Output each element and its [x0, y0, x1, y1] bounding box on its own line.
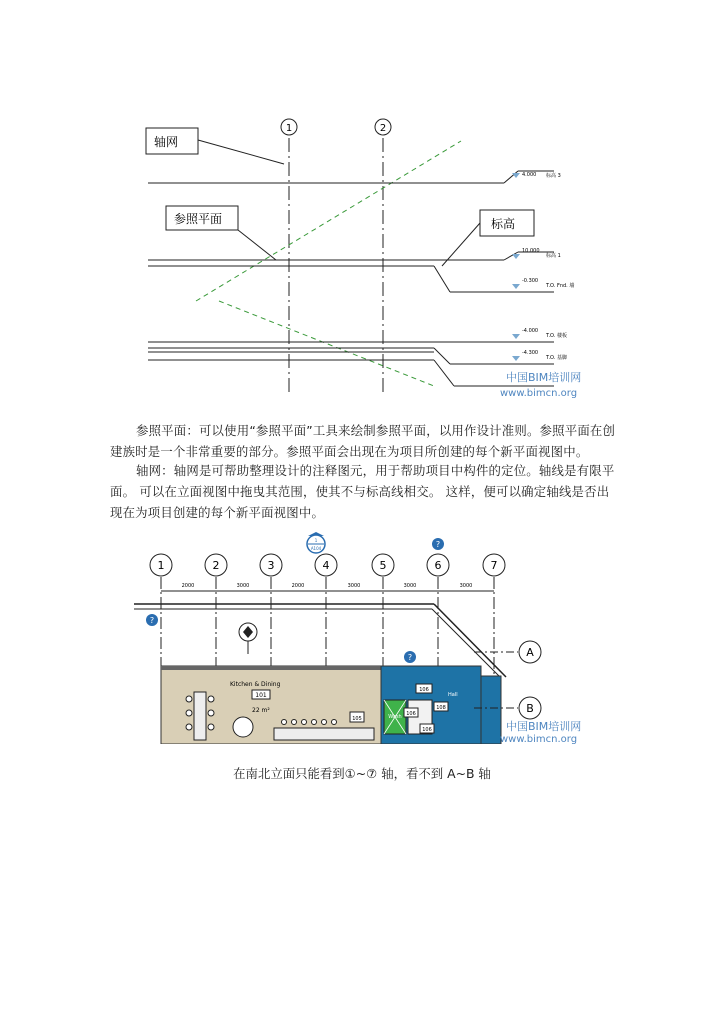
- grid-bubble-label: 3: [267, 559, 275, 572]
- level-value-4: -4.000: [522, 328, 539, 334]
- grid-bubble-label: 2: [212, 559, 220, 572]
- svg-text:?: ?: [407, 653, 413, 662]
- grid-bubbles: [150, 554, 505, 576]
- plan-view-drawing: [134, 532, 590, 744]
- level-name-3: T.O. Fnd. 墙: [546, 283, 575, 289]
- level-value-5: -4.300: [522, 350, 539, 356]
- callout-refplane-label: 参照平面: [174, 212, 223, 226]
- svg-text:3000: 3000: [459, 583, 473, 589]
- svg-text:1: 1: [314, 538, 318, 543]
- watermark-cn: 中国BIM培训网: [506, 371, 582, 384]
- svg-text:108: 108: [436, 705, 446, 711]
- grid-bubble-2-label: 2: [379, 123, 387, 134]
- grid-bubble-label: 6: [434, 559, 442, 572]
- room-name: Kitchen & Dining: [230, 681, 281, 688]
- svg-text:105: 105: [352, 716, 362, 722]
- hall-label: Hall: [448, 692, 458, 698]
- room-number: 101: [255, 692, 267, 699]
- grid-bubble-label: 5: [379, 559, 387, 572]
- grid-bubble-label: 4: [322, 559, 330, 572]
- svg-text:3000: 3000: [347, 583, 361, 589]
- svg-text:106: 106: [419, 687, 429, 693]
- paragraph-grid: 轴网：轴网是可帮助整理设计的注释图元，用于帮助项目中构件的定位。轴线是有限平面。 可以在立面视图中拖曳其范围，使其不与标高线相交。 这样，便可以确定轴线是否出现在为项目创建的每个新平面视图中。: [110, 463, 615, 520]
- svg-text:?: ?: [435, 540, 441, 549]
- level-name-5: T.O. 基脚: [546, 355, 567, 361]
- level-name-4: T.O. 楼板: [546, 333, 567, 339]
- callout-grid-label: 轴网: [154, 135, 179, 149]
- svg-text:2000: 2000: [291, 583, 305, 589]
- grid-bubble-1-label: 1: [285, 123, 293, 134]
- figure-levels-grids: [134, 106, 590, 406]
- svg-text:?: ?: [149, 616, 155, 625]
- levels-grids-drawing: [134, 106, 590, 406]
- callout-grid-leader: [198, 140, 284, 164]
- svg-text:3000: 3000: [236, 583, 250, 589]
- figure-caption: 在南北立面只能看到①~⑦ 轴，看不到 A~B 轴: [233, 766, 491, 781]
- level-value-1: 4.000: [522, 172, 537, 178]
- grid-bubble-label: 1: [157, 559, 165, 572]
- svg-text:106: 106: [422, 727, 432, 733]
- dimension-labels: [182, 583, 473, 589]
- level-value-2: 10.000: [522, 248, 540, 254]
- level-value-3: -0.300: [522, 278, 539, 284]
- room-area: 22 m²: [252, 707, 270, 714]
- svg-text:Wash: Wash: [388, 714, 402, 720]
- elevation-marker: [307, 532, 325, 553]
- level-name-2: 标高 1: [546, 253, 561, 259]
- callout-level-label: 标高: [491, 217, 516, 231]
- grid-bubble-label: 7: [490, 559, 498, 572]
- figure-plan-view: [134, 532, 590, 744]
- watermark-cn: 中国BIM培训网: [506, 720, 582, 733]
- watermark-url: www.bimcn.org: [500, 734, 578, 744]
- paragraph-ref-plane: 参照平面：可以使用“参照平面”工具来绘制参照平面，以用作设计准则。参照平面在创建族时是一个非常重要的部分。参照平面会出现在为项目所创建的每个新平面视图中。: [110, 423, 616, 459]
- callout-refplane-leader: [238, 230, 276, 260]
- svg-text:B: B: [526, 702, 534, 715]
- svg-text:A104: A104: [310, 546, 322, 551]
- level-name-1: 标高 3: [546, 173, 561, 179]
- svg-text:3000: 3000: [403, 583, 417, 589]
- svg-text:2000: 2000: [181, 583, 195, 589]
- reference-plane-2: [219, 301, 434, 386]
- svg-text:A: A: [526, 646, 534, 659]
- svg-text:106: 106: [406, 711, 416, 717]
- watermark-url: www.bimcn.org: [500, 388, 578, 399]
